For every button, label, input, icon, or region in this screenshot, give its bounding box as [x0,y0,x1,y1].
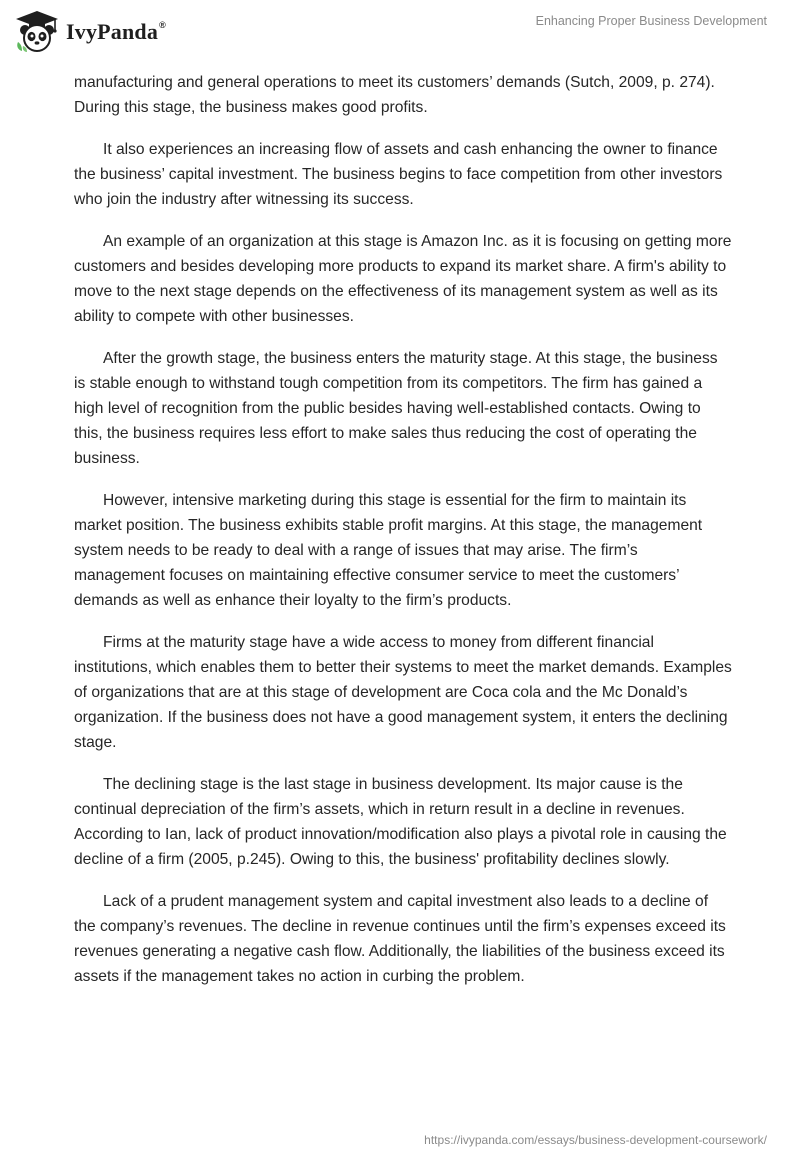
document-title: Enhancing Proper Business Development [535,14,767,28]
source-url-link[interactable]: https://ivypanda.com/essays/business-development-coursework/ [424,1133,767,1147]
paragraph: However, intensive marketing during this stage is essential for the firm to maintain its market position. The business exhibits stable profit margins. At this stage, the management system needs to be ready to deal with a range of issues that may arise. The firm’s management focuses on maintaining effective consumer service to meet the customers’ demands as well as enhance their loyalty to the firm’s products. [74,492,703,609]
essay-body [74,70,732,1006]
registered-mark: ® [159,20,166,30]
paragraph: Firms at the maturity stage have a wide access to money from different financial institutions, which enables them to better their systems to meet the market demands. Examples of organizations that are at this stage of development are Coca cola and the Mc Donald’s organization. If the business does not have a good management system, it enters the declining stage. [74,634,732,751]
paragraph: It also experiences an increasing flow of assets and cash enhancing the owner to finance the business’ capital investment. The business begins to face competition from other investors who join the industry after witnessing its success. [74,141,723,208]
brand-logo[interactable] [14,8,166,54]
panda-graduate-icon [14,8,60,54]
brand-name: IvyPanda® [66,19,166,44]
paragraph: The declining stage is the last stage in business development. Its major cause is the continual depreciation of the firm’s assets, which in return result in a decline in revenues. According to Ian, lack of product innovation/modification also plays a pivotal role in causing the decline of a firm (2005, p.245). Owing to this, the business' profitability declines slowly. [74,776,727,868]
paragraph: An example of an organization at this stage is Amazon Inc. as it is focusing on getting more customers and besides developing more products to expand its market share. A firm's ability to move to the next stage depends on the effectiveness of its management system as well as its ability to compete with other businesses. [74,233,732,325]
paragraph: Lack of a prudent management system and capital investment also leads to a decline of the company’s revenues. The decline in revenue continues until the firm’s expenses exceed its revenues generating a negative cash flow. Additionally, the liabilities of the business exceed its assets if the management takes no action in curbing the problem. [74,893,726,985]
page-header [0,0,800,60]
paragraph: After the growth stage, the business enters the maturity stage. At this stage, the business is stable enough to withstand tough competition from its competitors. The firm has gained a high level of recognition from the public besides having well-established contacts. Owing to this, the business requires less effort to make sales thus reducing the cost of operating the business. [74,350,718,467]
paragraph: manufacturing and general operations to meet its customers’ demands (Sutch, 2009, p. 274). During this stage, the business makes good profits. [74,74,715,116]
